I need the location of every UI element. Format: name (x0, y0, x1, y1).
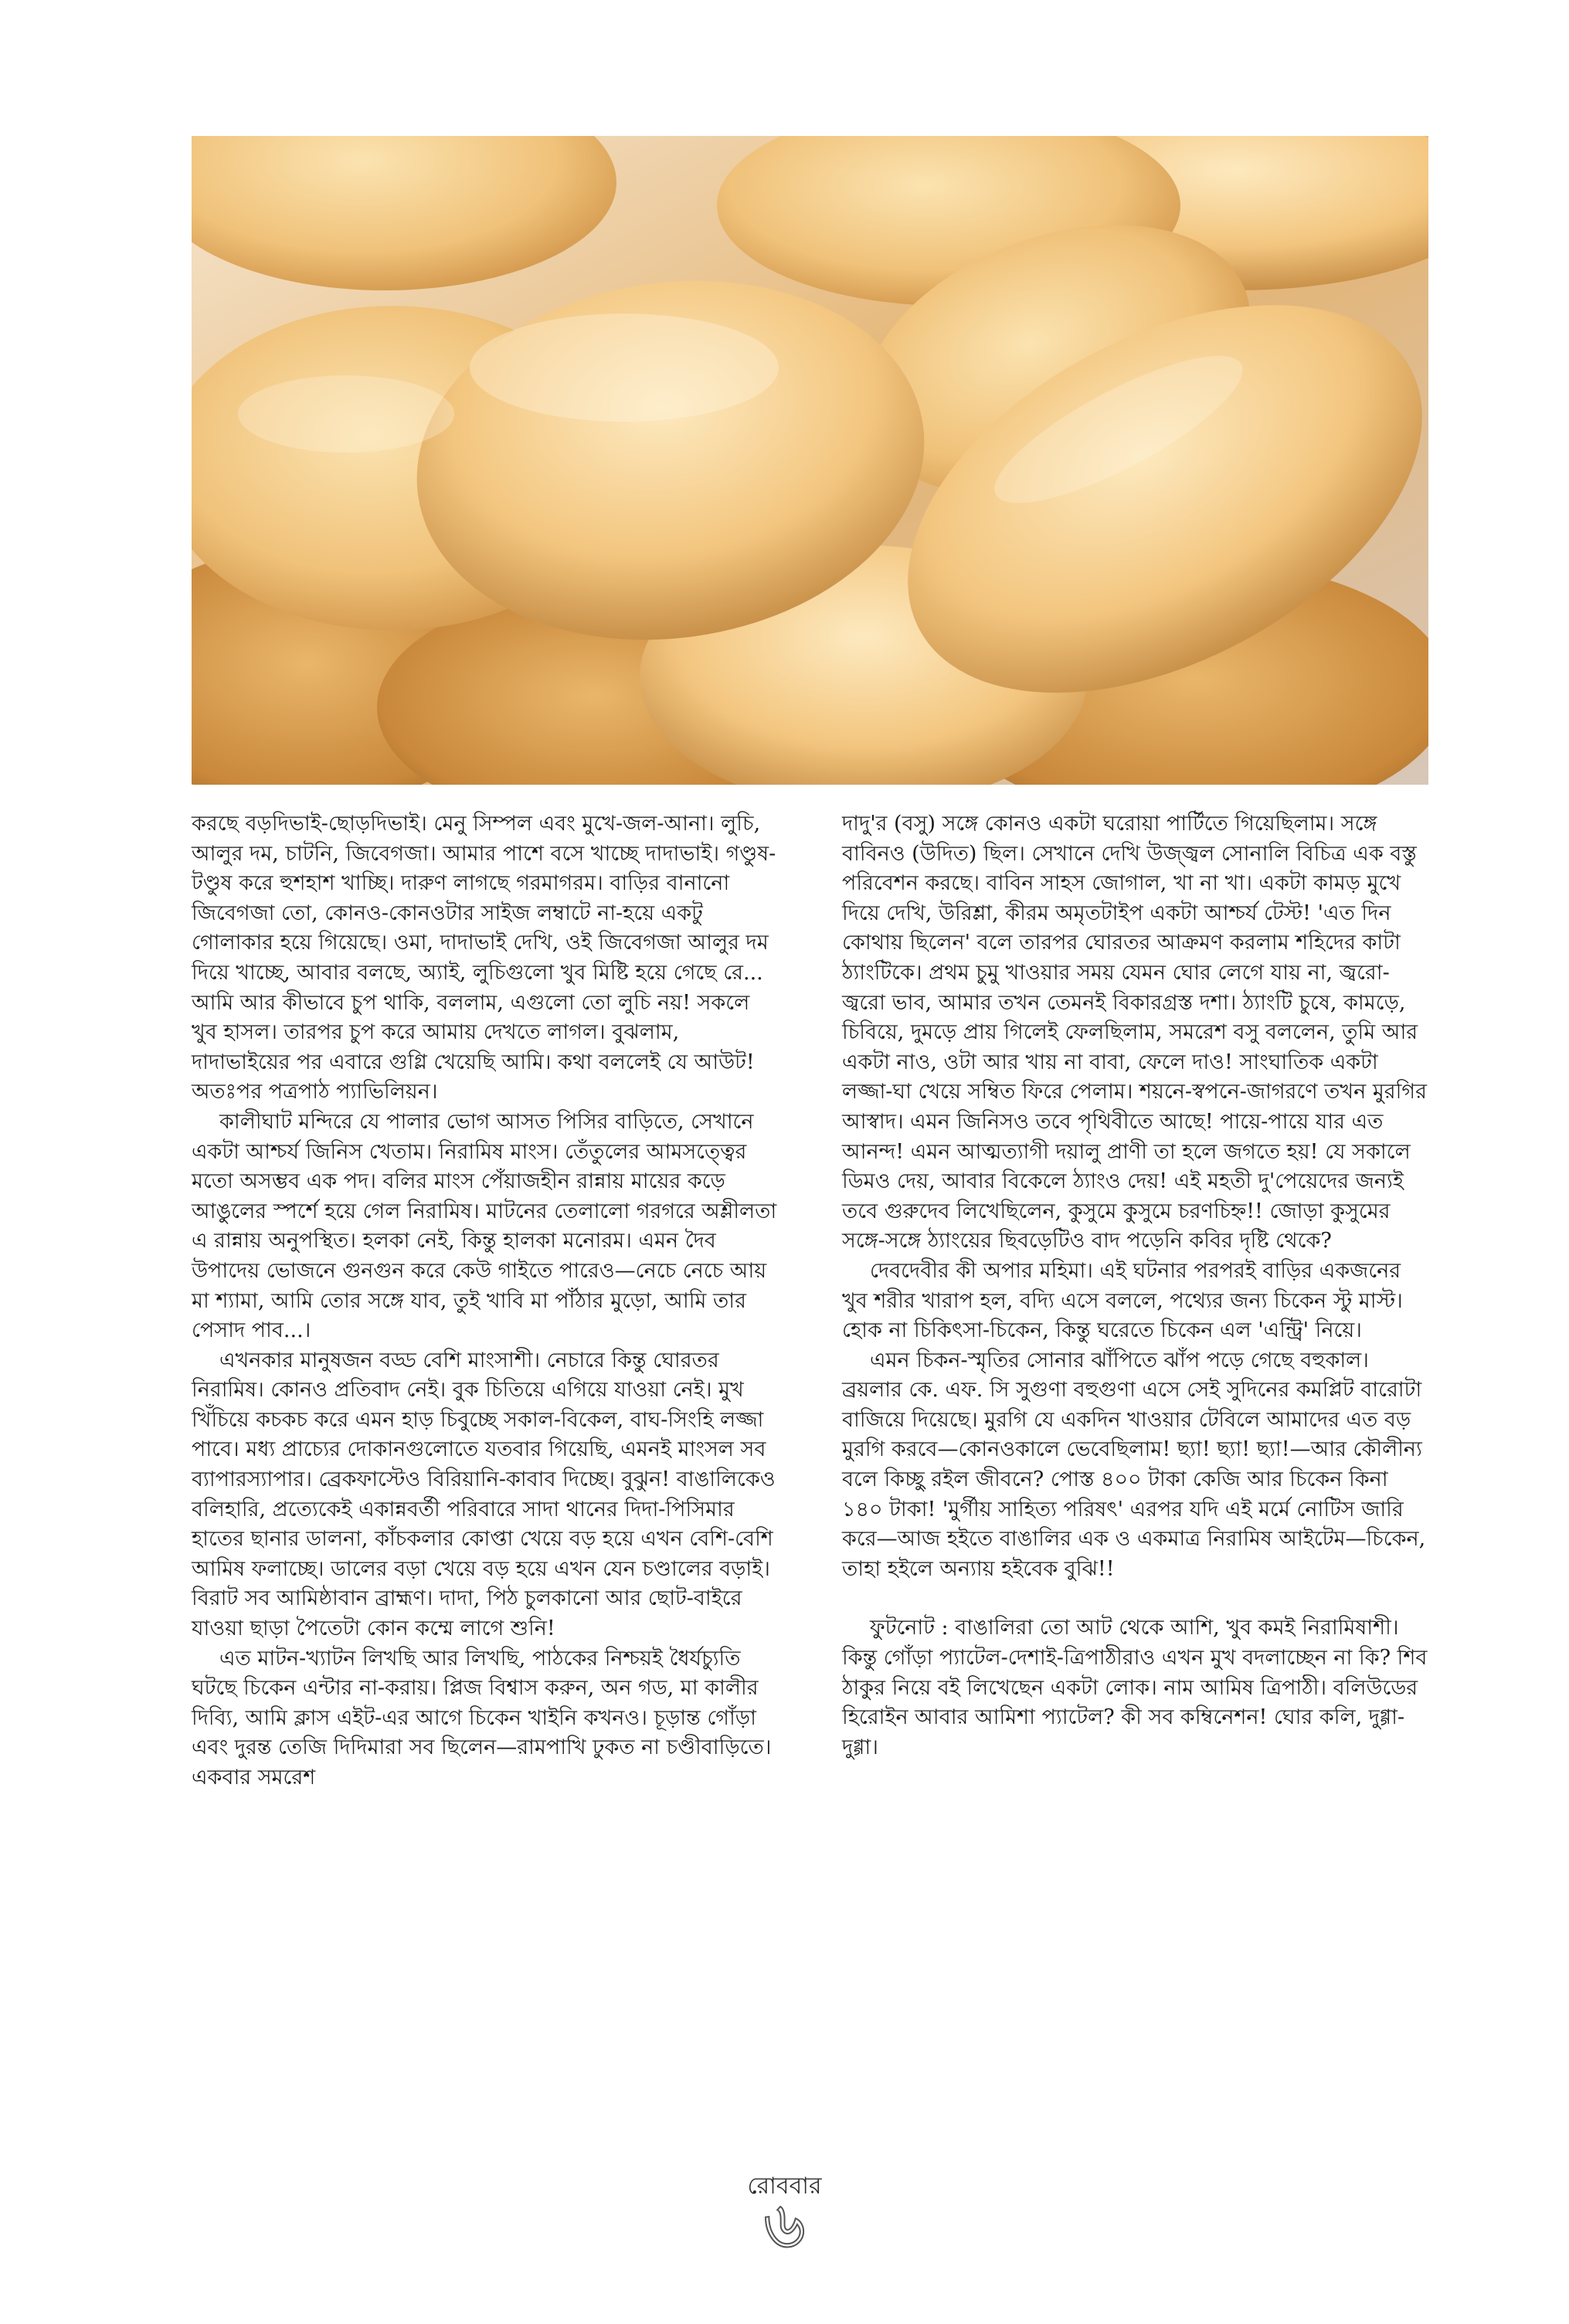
paragraph: এমন চিকন-স্মৃতির সোনার ঝাঁপিতে ঝাঁপ পড়ে গেছে বহুকাল। ব্রয়লার কে. এফ. সি সুগুণা বহুগুণা এসে সেই সুদিনের কমপ্লিট বারোটা বাজিয়ে দিয়েছে। মুরগি যে একদিন খাওয়ার টেবিলে আমাদের এত বড় মুরগি করবে—কোনওকালে ভেবেছিলাম! ছ্যা! ছ্যা! ছ্যা!—আর কৌলীন্য বলে কিচ্ছু রইল জীবনে? পোস্ত ৪০০ টাকা কেজি আর চিকেন কিনা ১৪০ টাকা! 'মুর্গীয় সাহিত্য পরিষৎ' এরপর যদি এই মর্মে নোটিস জারি করে—আজ হইতে বাঙালির এক ও একমাত্র নিরামিষ আইটেম—চিকেন, তাহা হইলে অন্যায় হইবেক বুঝি!! (842, 1348, 1426, 1581)
article-right-column (842, 809, 1429, 1763)
paragraph: করছে বড়দিভাই-ছোড়দিভাই। মেনু সিম্পল এবং মুখে-জল-আনা। লুচি, আলুর দম, চাটনি, জিবেগজা। আমার পাশে বসে খাচ্ছে দাদাভাই। গণ্ডুষ-টণ্ডুষ করে হুশহাশ খাচ্ছি। দারুণ লাগছে গরমাগরম। বাড়ির বানানো জিবেগজা তো, কোনও-কোনওটার সাইজ লম্বাটে না-হয়ে একটু গোলাকার হয়ে গিয়েছে। ওমা, দাদাভাই দেখি, ওই জিবেগজা আলুর দম দিয়ে খাচ্ছে, আবার বলছে, অ্যাই, লুচিগুলো খুব মিষ্টি হয়ে গেছে রে... আমি আর কীভাবে চুপ থাকি, বললাম, এগুলো তো লুচি নয়! সকলে খুব হাসল। তারপর চুপ করে আমায় দেখতে লাগল। বুঝলাম, দাদাভাইয়ের পর এবারে গুগ্লি খেয়েছি আমি। কথা বললেই যে আউট! অতঃপর পত্রপাঠ প্যাভিলিয়ন। (192, 812, 776, 1104)
footnote-paragraph: ফুটনোট : বাঙালিরা তো আট থেকে আশি, খুব কমই নিরামিষাশী। কিন্তু গোঁড়া প্যাটেল-দেশাই-ত্রিপাঠীরাও এখন মুখ বদলাচ্ছেন না কি? শিব ঠাকুর নিয়ে বই লিখেছেন একটা লোক। নাম আমিষ ত্রিপাঠী। বলিউডের হিরোইন আবার আমিশা প্যাটেল? কী সব কম্বিনেশন! ঘোর কলি, দুগ্গা-দুগ্গা। (842, 1616, 1428, 1759)
article-left-column (192, 809, 779, 1793)
paragraph: এত মাটন-খ্যাটন লিখছি আর লিখছি, পাঠকের নিশ্চয়ই ধৈর্যচ্যুতি ঘটছে চিকেন এন্টার না-করায়। প্লিজ বিশ্বাস করুন, অন গড, মা কালীর দিব্যি, আমি ক্লাস এইট-এর আগে চিকেন খাইনি কখনও। চূড়ান্ত গোঁড়া এবং দুরন্ত তেজি দিদিমারা সব ছিলেন—রামপাখি ঢুকত না চণ্ডীবাড়িতে। একবার সমরেশ (192, 1646, 772, 1790)
magazine-name: রোববার (747, 2173, 822, 2200)
paragraph: এখনকার মানুষজন বড্ড বেশি মাংসাশী। নেচারে কিন্তু ঘোরতর নিরামিষ। কোনও প্রতিবাদ নেই। বুক চিতিয়ে এগিয়ে যাওয়া নেই। মুখ খিঁচিয়ে কচকচ করে এমন হাড় চিবুচ্ছে সকাল-বিকেল, বাঘ-সিংহি লজ্জা পাবে। মধ্য প্রাচ্যের দোকানগুলোতে যতবার গিয়েছি, এমনই মাংসল সব ব্যাপারস্যাপার। ব্রেকফাস্টেও বিরিয়ানি-কাবাব দিচ্ছে। বুঝুন! বাঙালিকেও বলিহারি, প্রত্যেকেই একান্নবর্তী পরিবারে সাদা থানের দিদা-পিসিমার হাতের ছানার ডালনা, কাঁচকলার কোপ্তা খেয়ে বড় হয়ে এখন বেশি-বেশি আমিষ ফলাচ্ছে। ডালের বড়া খেয়ে বড় হয়ে এখন যেন চণ্ডালের বড়াই। বিরাট সব আমিষ্ঠাবান ব্রাহ্মণ। দাদা, পিঠ চুলকানো আর ছোট-বাইরে যাওয়া ছাড়া পৈতেটা কোন কম্মে লাগে শুনি! (192, 1348, 776, 1641)
paragraph: দাদু'র (বসু) সঙ্গে কোনও একটা ঘরোয়া পার্টিতে গিয়েছিলাম। সঙ্গে বাবিনও (উদিত) ছিল। সেখানে দেখি উজ্জ্বল সোনালি বিচিত্র এক বস্তু পরিবেশন করছে। বাবিন সাহস জোগাল, খা না খা। একটা কামড় মুখে দিয়ে দেখি, উরিশ্লা, কীরম অমৃতটাইপ একটা আশ্চর্য টেস্ট! 'এত দিন কোথায় ছিলেন' বলে তারপর ঘোরতর আক্রমণ করলাম শহিদের কাটা ঠ্যাংটিকে। প্রথম চুমু খাওয়ার সময় যেমন ঘোর লেগে যায় না, জ্বরো-জ্বরো ভাব, আমার তখন তেমনই বিকারগ্রস্ত দশা। ঠ্যাংটি চুষে, কামড়ে, চিবিয়ে, দুমড়ে প্রায় গিলেই ফেলছিলাম, সমরেশ বসু বললেন, তুমি আর একটা নাও, ওটা আর খায় না বাবা, ফেলে দাও! সাংঘাতিক একটা লজ্জা-ঘা খেয়ে সম্বিত ফিরে পেলাম। শয়নে-স্বপনে-জাগরণে তখন মুরগির আস্বাদ। এমন জিনিসও তবে পৃথিবীতে আছে! পায়ে-পায়ে যার এত আনন্দ! এমন আত্মত্যাগী দয়ালু প্রাণী তা হলে জগতে হয়! যে সকালে ডিমও দেয়, আবার বিকেলে ঠ্যাংও দেয়! এই মহতী দু'পেয়েদের জন্যই তবে গুরুদেব লিখেছিলেন, কুসুমে কুসুমে চরণচিহ্ন!! জোড়া কুসুমের সঙ্গে-সঙ্গে ঠ্যাংয়ের ছিবড়েটিও বাদ পড়েনি কবির দৃষ্টি থেকে? (842, 812, 1427, 1254)
paragraph: দেবদেবীর কী অপার মহিমা। এই ঘটনার পরপরই বাড়ির একজনের খুব শরীর খারাপ হল, বদ্যি এসে বললে, পথ্যের জন্য চিকেন স্টু মাস্ট। হোক না চিকিৎসা-চিকেন, কিন্তু ঘরেতে চিকেন এল 'এন্ট্রি' নিয়ে। (842, 1258, 1403, 1343)
fried-puri-image (192, 136, 1428, 785)
food-photo (192, 136, 1428, 785)
paragraph-gap (842, 1584, 1429, 1613)
paragraph: কালীঘাট মন্দিরে যে পালার ভোগ আসত পিসির বাড়িতে, সেখানে একটা আশ্চর্য জিনিস খেতাম। নিরামিষ মাংস। তেঁতুলের আমসত্ত্বের মতো অসম্ভব এক পদ। বলির মাংস পেঁয়াজহীন রান্নায় মায়ের কড়ে আঙুলের স্পর্শে হয়ে গেল নিরামিষ। মাটনের তেলালো গরগরে অশ্লীলতা এ রান্নায় অনুপস্থিত। হলকা নেই, কিন্তু হালকা মনোরম। এমন দৈব উপাদেয় ভোজনে গুনগুন করে কেউ গাইতে পারেও—নেচে নেচে আয় মা শ্যামা, আমি তোর সঙ্গে যাব, তুই খাবি মা পাঁঠার মুড়ো, আমি তার পেসাদ পাব...। (192, 1109, 777, 1343)
page-number: ৬ (763, 2187, 806, 2263)
